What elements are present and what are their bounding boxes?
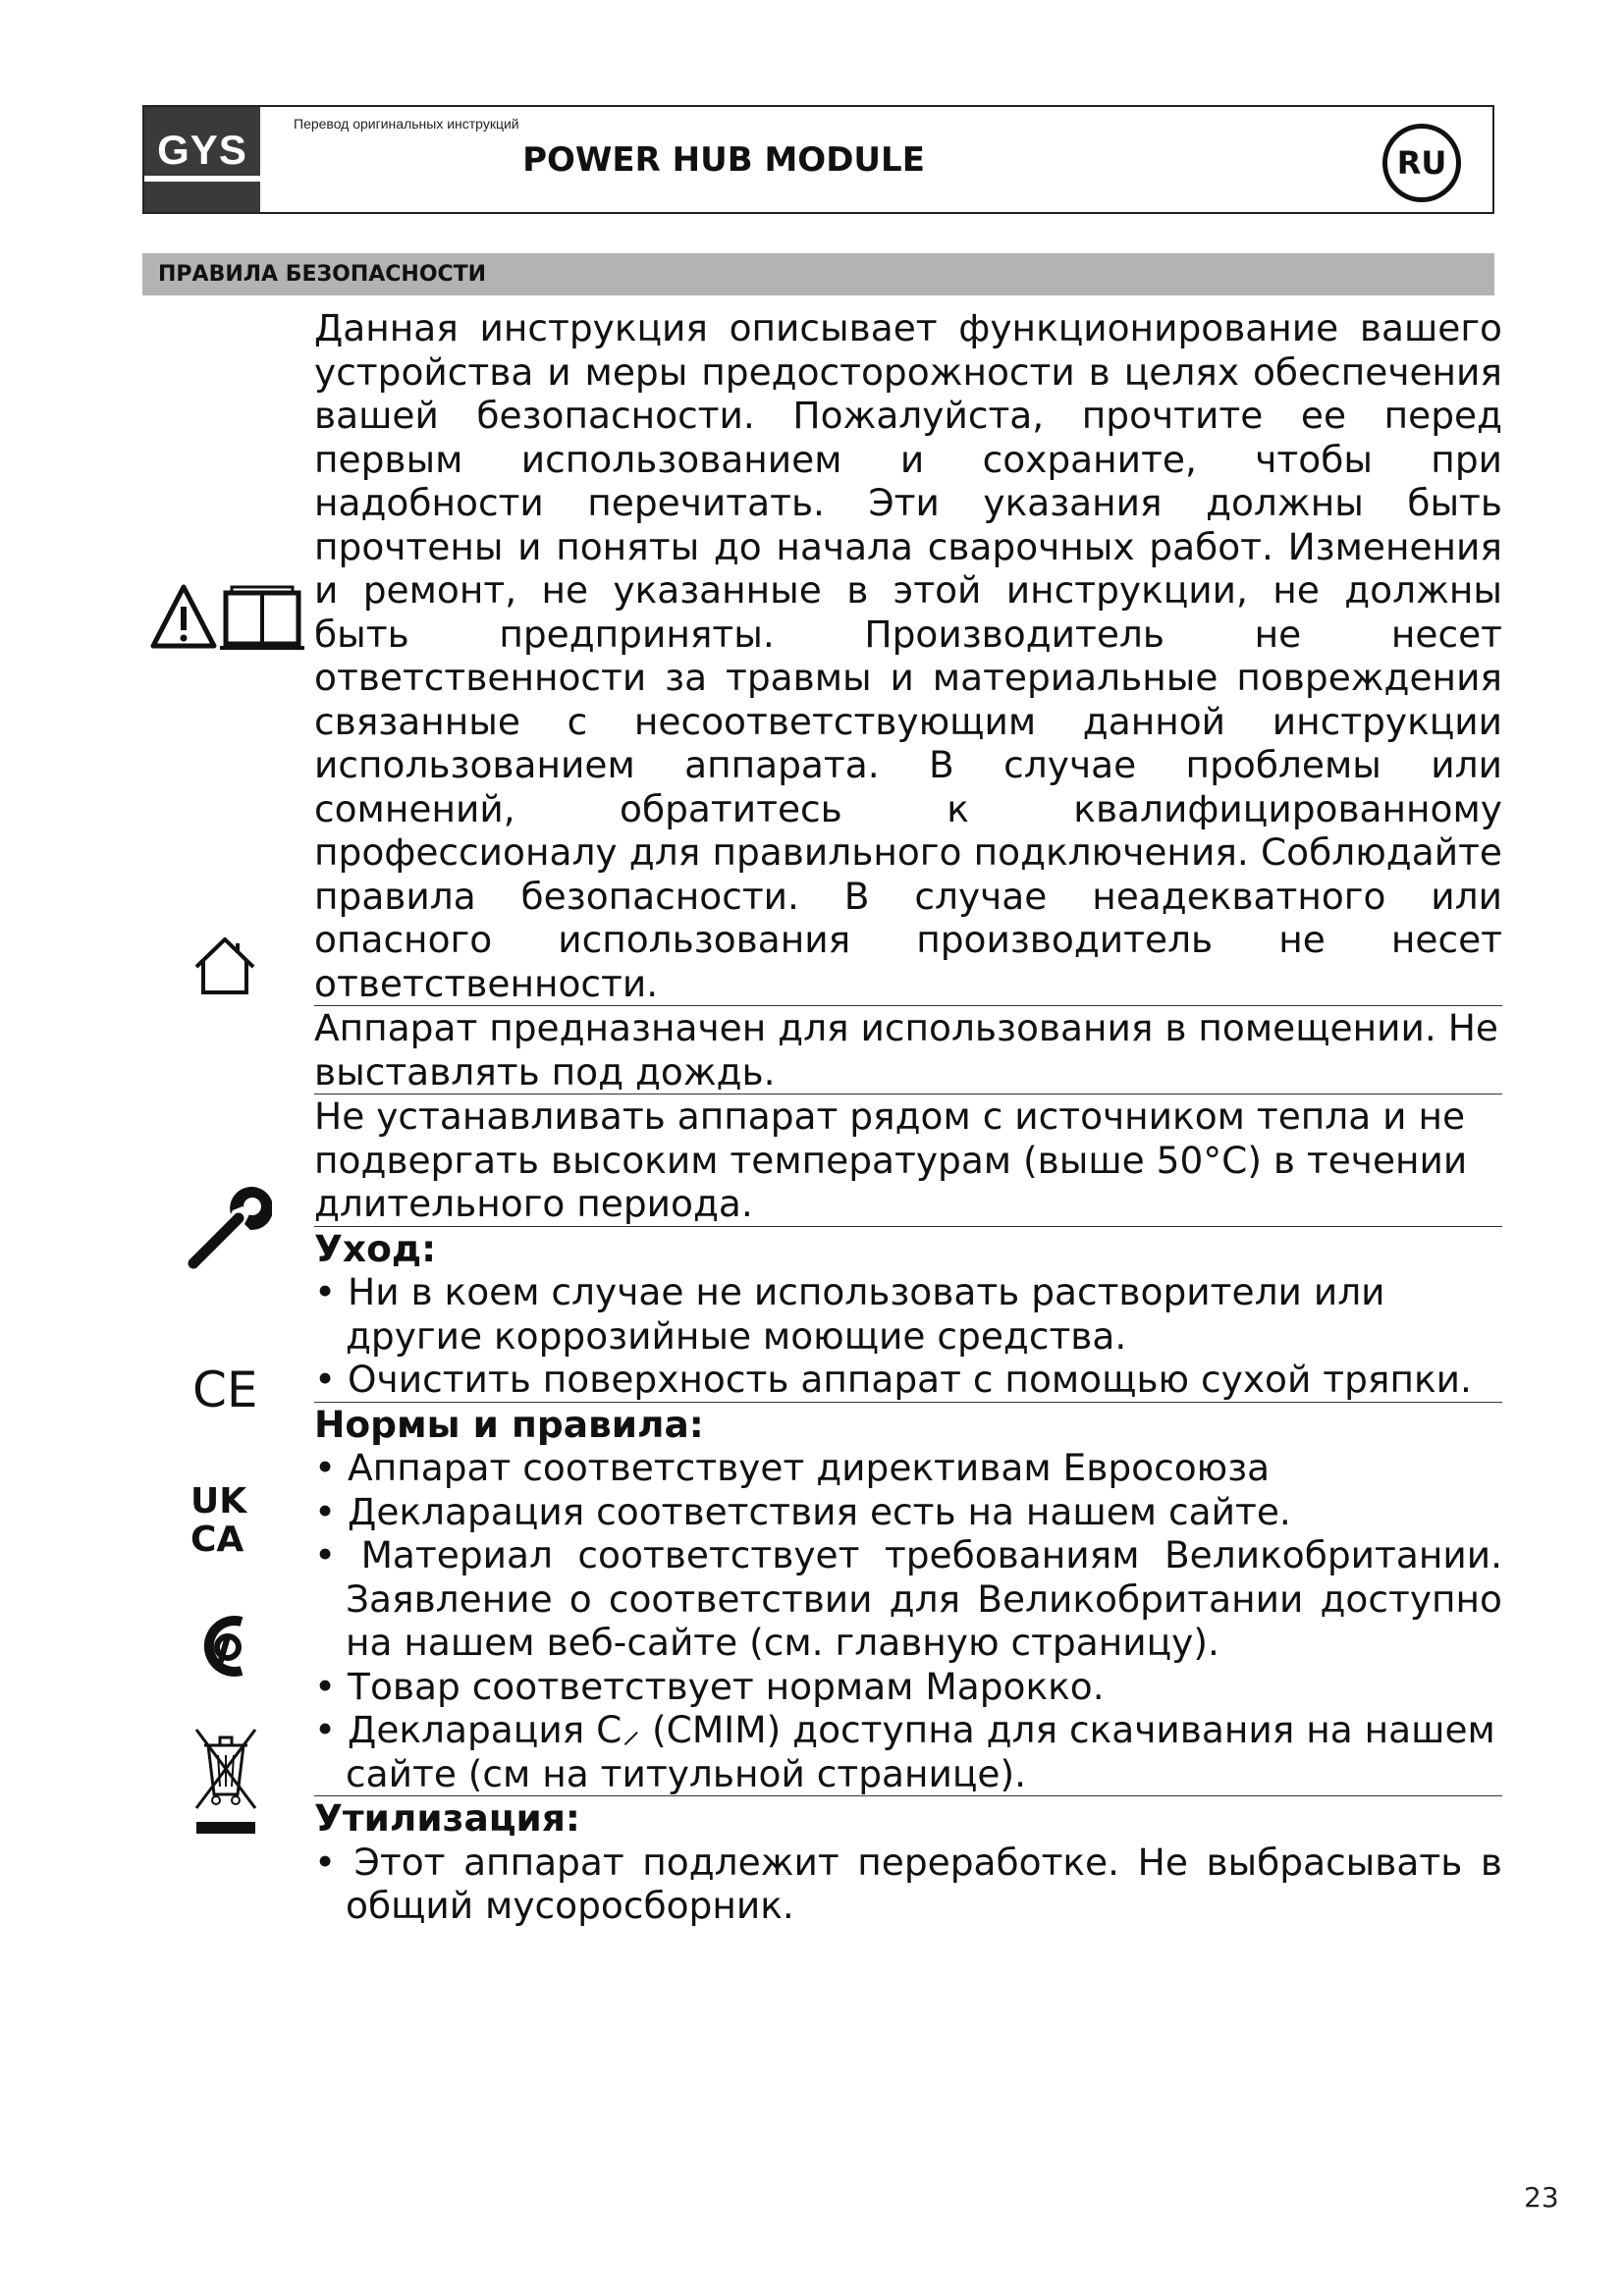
- document-title: POWER HUB MODULE: [522, 140, 925, 180]
- norms-item: • Декларация соответствия есть на нашем сайте.: [314, 1489, 1291, 1533]
- warning-manual-icon: [149, 583, 306, 652]
- norms-item: • Материал соответствует требованиям Великобритании. Заявление о соответствии для Великобритании доступно на нашем веб-сайте (см. главную страницу).: [314, 1533, 1502, 1664]
- care-heading: Уход:: [314, 1226, 437, 1270]
- care-item: • Ни в коем случае не использовать растворители или другие коррозийные моющие средства.: [314, 1270, 1385, 1358]
- indoor-text: Аппарат предназначен для использования в помещении. Не выставлять под дождь.: [314, 1006, 1498, 1094]
- disposal-item: • Этот аппарат подлежит переработке. Не выбрасывать в общий мусоросборник.: [314, 1840, 1502, 1927]
- svg-text:UK: UK: [190, 1481, 247, 1522]
- ce-mark-icon: [192, 1364, 261, 1414]
- section-header: [142, 253, 1494, 295]
- svg-text:CA: CA: [190, 1520, 244, 1555]
- norms-heading: Нормы и правила:: [314, 1402, 704, 1446]
- intro-text: Данная инструкция описывает функционирование вашего устройства и меры предосторожности в целях обеспечения вашей безопасности. Пожалуйста, прочтите ее перед первым использованием и сохраните, чтобы при надобности перечитать. Эти указания должны быть прочтены и поняты до начала сварочных работ. Изменения и ремонт, не указанные в этой инструкции, не должны быть предприняты. Производитель не несет ответственности за травмы и материальные повреждения связанные с несоответствующим данной инструкции использованием аппарата. В случае проблемы или сомнений, обратитесь к квалифицированному профессионалу для правильного подключения. Соблюдайте правила безопасности. В случае неадекватного или опасного использования производитель не несет ответственности.: [314, 306, 1502, 1005]
- indoor-block: [314, 1006, 1502, 1095]
- norms-item: • Декларация C⸝ (CMIM) доступна для скачивания на нашем сайте (см на титульной странице).: [314, 1708, 1495, 1795]
- crossed-bin-icon: [190, 1726, 261, 1836]
- disposal-heading: Утилизация:: [314, 1796, 580, 1840]
- norms-item: • Аппарат соответствует директивам Евросоюза: [314, 1446, 1271, 1489]
- heat-block: [314, 1095, 1502, 1227]
- safety-rules-content: [314, 306, 1502, 1928]
- section-title: ПРАВИЛА БЕЗОПАСНОСТИ: [158, 262, 487, 287]
- house-icon: [190, 935, 259, 996]
- care-item: • Очистить поверхность аппарат с помощью сухой тряпки.: [314, 1358, 1472, 1401]
- svg-text:CE: CE: [192, 1364, 258, 1414]
- norms-block: [314, 1403, 1502, 1797]
- disposal-block: [314, 1796, 1502, 1928]
- logo-text: GYS: [157, 127, 247, 173]
- header-subtitle: Перевод оригинальных инструкций: [294, 116, 519, 132]
- norms-item: • Товар соответствует нормам Марокко.: [314, 1664, 1105, 1708]
- heat-text: Не устанавливать аппарат рядом с источником тепла и не подвергать высоким температурам (выше 50°C) в течении длительного периода.: [314, 1095, 1468, 1225]
- logo-stripe: [144, 176, 260, 182]
- document-header: [142, 105, 1494, 214]
- care-block: [314, 1227, 1502, 1403]
- language-badge: RU: [1382, 124, 1461, 202]
- intro-block: [314, 306, 1502, 1006]
- ukca-mark-icon: [189, 1480, 259, 1555]
- cmim-mark-icon: [194, 1612, 259, 1681]
- page-number: 23: [1524, 2181, 1559, 2214]
- gys-logo: [144, 107, 260, 212]
- wrench-icon: [182, 1185, 272, 1275]
